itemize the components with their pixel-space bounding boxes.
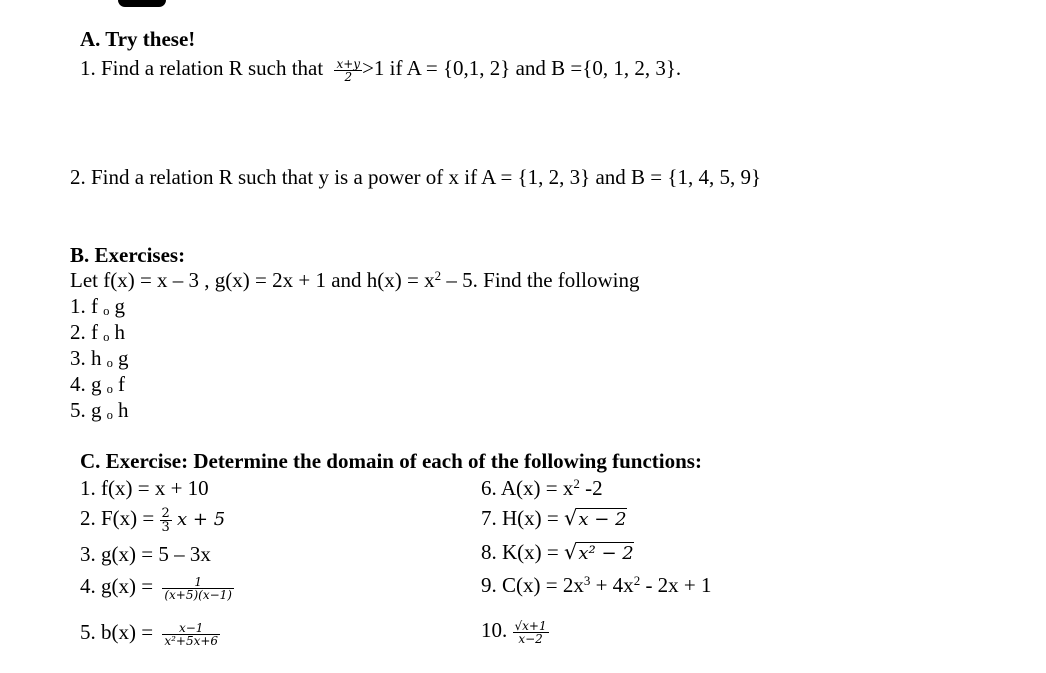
fraction-denominator: x−2 bbox=[518, 631, 543, 646]
fraction-denominator: x²+5x+6 bbox=[164, 633, 219, 648]
item-9-pre: 9. C(x) = 2x bbox=[481, 573, 584, 597]
section-c-item-8 bbox=[481, 540, 634, 566]
section-b-item-2: 2. f ₒ h bbox=[70, 320, 126, 344]
item-1-suffix: >1 if A = {0,1, 2} and B ={0, 1, 2, 3}. bbox=[362, 56, 682, 80]
fraction-numerator: √x+1 bbox=[514, 618, 547, 633]
item-4-prefix: 4. g(x) = bbox=[80, 574, 154, 598]
fraction-denominator: 3 bbox=[161, 519, 170, 535]
item-7-radicand: x − 2 bbox=[578, 509, 627, 530]
item-9-exponent-2: 2 bbox=[633, 573, 641, 588]
fraction-numerator: x+y bbox=[336, 56, 361, 71]
item-5-prefix: 5. b(x) = bbox=[80, 620, 154, 644]
item-5-fraction bbox=[162, 622, 220, 647]
item-2-fraction bbox=[160, 507, 172, 534]
section-c-item-5 bbox=[80, 620, 220, 647]
item-2-prefix: 2. F(x) = bbox=[80, 506, 155, 530]
fraction-numerator: x−1 bbox=[162, 622, 220, 635]
section-c-item-2 bbox=[80, 506, 225, 534]
cropped-shape-fragment bbox=[118, 0, 166, 7]
item-6-post: -2 bbox=[579, 476, 603, 500]
section-b-item-3: 3. h ₒ g bbox=[70, 346, 129, 370]
section-c-heading: C. Exercise: Determine the domain of each of the following functions: bbox=[80, 449, 702, 473]
section-a-item-2: 2. Find a relation R such that y is a power of x if A = {1, 2, 3} and B = {1, 4, 5, 9} bbox=[70, 165, 762, 189]
section-c-item-9 bbox=[481, 573, 712, 597]
section-c-item-4 bbox=[80, 574, 234, 601]
intro-text-pre: Let f(x) = x – 3 , g(x) = 2x + 1 and h(x) = x bbox=[70, 268, 435, 292]
section-c-item-6 bbox=[481, 476, 603, 500]
section-c-item-10 bbox=[481, 618, 549, 645]
item-4-fraction bbox=[162, 576, 234, 601]
section-b-item-4: 4. g ₒ f bbox=[70, 372, 126, 396]
section-c-item-7 bbox=[481, 506, 627, 532]
section-c-item-1: 1. f(x) = x + 10 bbox=[80, 476, 209, 500]
item-9-post: - 2x + 1 bbox=[640, 573, 712, 597]
item-6-exponent: 2 bbox=[573, 476, 580, 491]
item-1-prefix: 1. Find a relation R such that bbox=[80, 56, 324, 80]
item-8-radicand: x² − 2 bbox=[578, 543, 634, 564]
square-root-icon: √ bbox=[564, 540, 578, 564]
item-9-exponent-1: 3 bbox=[583, 573, 591, 588]
item-7-prefix: 7. H(x) = bbox=[481, 506, 559, 530]
intro-exponent: 2 bbox=[434, 268, 442, 283]
fraction-numerator: 1 bbox=[162, 576, 234, 589]
section-b-item-1: 1. f ₒ g bbox=[70, 294, 126, 318]
item-10-fraction bbox=[513, 620, 549, 645]
item-9-mid: + 4x bbox=[590, 573, 634, 597]
section-a-item-1 bbox=[80, 56, 681, 83]
item-6-pre: 6. A(x) = x bbox=[481, 476, 574, 500]
square-root-icon: √ bbox=[564, 506, 578, 530]
item-10-prefix: 10. bbox=[481, 618, 508, 642]
section-a-heading: A. Try these! bbox=[80, 27, 196, 51]
section-c-item-3: 3. g(x) = 5 – 3x bbox=[80, 542, 211, 566]
fraction-denominator: (x+5)(x−1) bbox=[164, 587, 232, 602]
section-b-intro bbox=[70, 268, 639, 292]
fraction-denominator: 2 bbox=[344, 69, 353, 84]
intro-text-post: – 5. Find the following bbox=[441, 268, 640, 292]
item-1-fraction bbox=[334, 58, 362, 83]
fraction-numerator: 2 bbox=[161, 505, 170, 521]
item-2-tail: x + 5 bbox=[177, 509, 226, 530]
section-b-heading: B. Exercises: bbox=[70, 243, 186, 267]
item-8-prefix: 8. K(x) = bbox=[481, 540, 559, 564]
section-b-item-5: 5. g ₒ h bbox=[70, 398, 129, 422]
